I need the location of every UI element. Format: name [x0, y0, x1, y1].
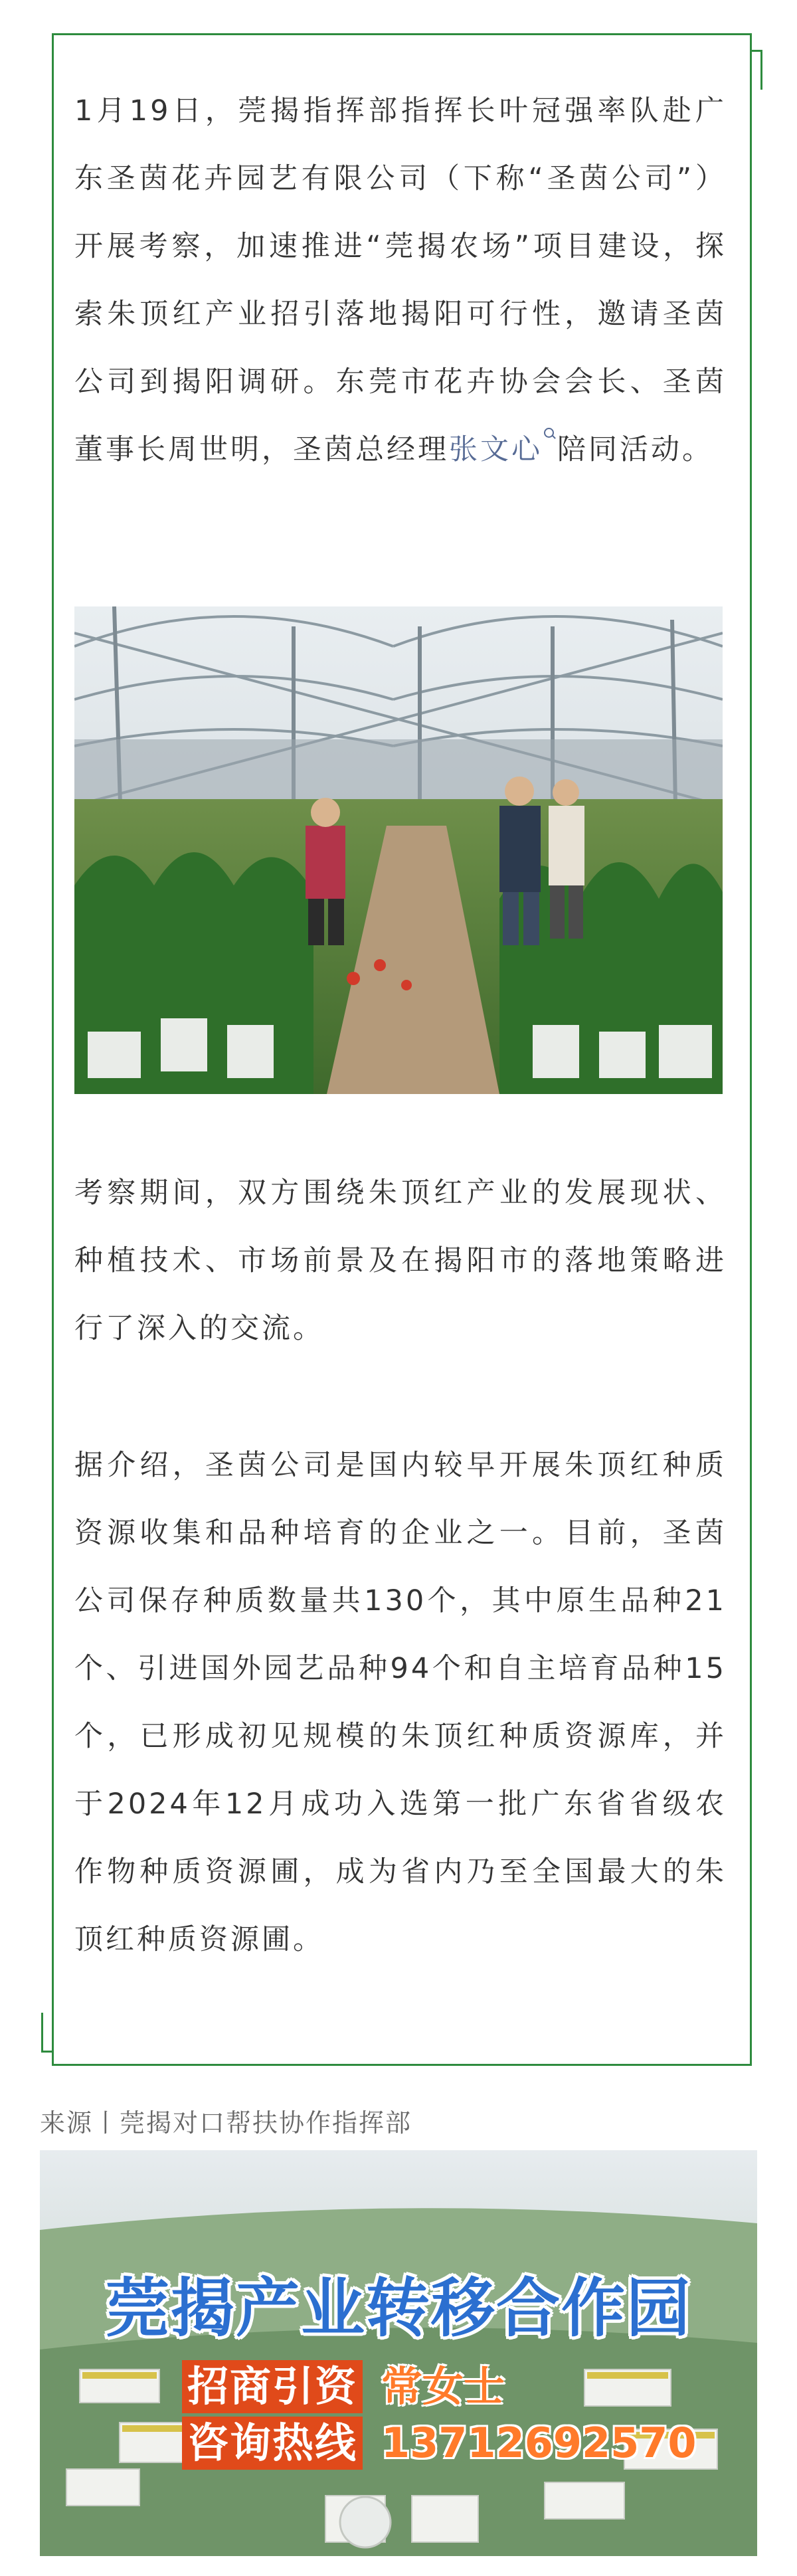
source-line: 来源丨莞揭对口帮扶协作指挥部	[40, 2108, 412, 2138]
banner-hotline-row	[182, 2416, 697, 2470]
frame-accent-top	[752, 50, 762, 90]
paragraph-1-text: 1月19日，莞揭指挥部指挥长叶冠强率队赴广东圣茵花卉园艺有限公司（下称“圣茵公司”）开展考察，加速推进“莞揭农场”项目建设，探索朱顶红产业招引落地揭阳可行性，邀请圣茵公司到揭阳调研。东莞市花卉协会会长、圣茵董事长周世明，圣茵总经理	[74, 94, 727, 466]
banner-row1-label: 招商引资	[182, 2360, 363, 2413]
person-link[interactable]: 张文心	[449, 433, 543, 466]
paragraph-1-tail: 陪同活动。	[557, 433, 713, 466]
banner-contact-name: 常女士	[381, 2362, 505, 2411]
banner-phone-number[interactable]: 13712692570	[381, 2419, 697, 2467]
article-paragraph-1	[74, 77, 727, 484]
banner-title: 莞揭产业转移合作园	[106, 2271, 691, 2346]
banner-aerial-illustration	[40, 2150, 757, 2556]
frame-accent-bottom	[41, 2013, 52, 2053]
article-paragraph-2: 考察期间，双方围绕朱顶红产业的发展现状、种植技术、市场前景及在揭阳市的落地策略进行了深入的交流。	[74, 1176, 727, 1345]
investment-banner[interactable]	[40, 2150, 757, 2556]
banner-row2-label: 咨询热线	[182, 2417, 363, 2470]
greenhouse-photo	[74, 606, 723, 1094]
article-paragraph-3: 据介绍，圣茵公司是国内较早开展朱顶红种质资源收集和品种培育的企业之一。目前，圣茵公司保存种质数量共130个，其中原生品种21个、引进国外园艺品种94个和自主培育品种15个，已形成初见规模的朱顶红种质资源库，并于2024年12月成功入选第一批广东省省级农作物种质资源圃，成为省内乃至全国最大的朱顶红种质资源圃。	[74, 1449, 727, 1956]
search-icon[interactable]	[543, 428, 557, 445]
banner-contact-row	[182, 2359, 505, 2414]
